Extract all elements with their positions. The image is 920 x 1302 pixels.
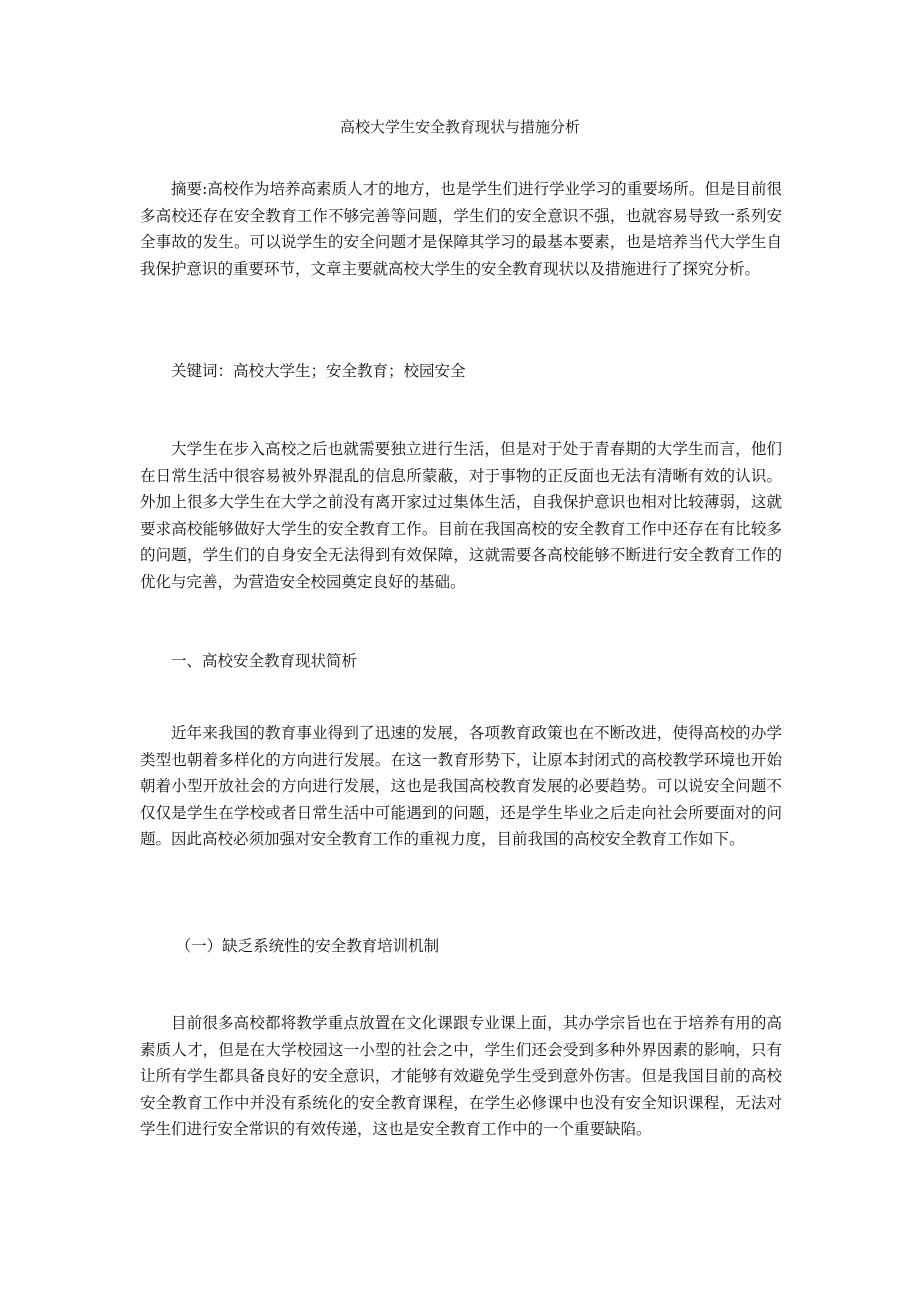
keywords-text: 高校大学生；安全教育；校园安全 — [233, 362, 466, 380]
intro-paragraph: 大学生在步入高校之后也就需要独立进行生活，但是对于处于青春期的大学生而言，他们在日常生活中很容易被外界混乱的信息所蒙蔽，对于事物的正反面也无法有清晰有效的认识。外加上很多大学生在大学之前没有离开家过过集体生活，自我保护意识也相对比较薄弱，这就要求高校能够做好大学生的安全教育工作。目前在我国高校的安全教育工作中还存在有比较多的问题，学生们的自身安全无法得到有效保障，这就需要各高校能够不断进行安全教育工作的优化与完善，为营造安全校园奠定良好的基础。 — [140, 440, 782, 591]
abstract-text: 高校作为培养高素质人才的地方，也是学生们进行学业学习的重要场所。但是目前很多高校还存在安全教育工作不够完善等问题，学生们的安全意识不强，也就容易导致一系列安全事故的发生。可以说学生的安全问题才是保障其学习的最基本要素，也是培养当代大学生自我保护意识的重要环节，文章主要就高校大学生的安全教育现状以及措施进行了探究分析。 — [140, 180, 782, 278]
keywords-paragraph — [140, 358, 782, 385]
keywords-label: 关键词： — [171, 362, 234, 380]
subsection-paragraph: 目前很多高校都将教学重点放置在文化课跟专业课上面，其办学宗旨也在于培养有用的高素质人才，但是在大学校园这一小型的社会之中，学生们还会受到多种外界因素的影响，只有让所有学生都具备良好的安全意识，才能够有效避免学生受到意外伤害。但是我国目前的高校安全教育工作中并没有系统化的安全教育课程，在学生必修课中也没有安全知识课程，无法对学生们进行安全常识的有效传递，这也是安全教育工作中的一个重要缺陷。 — [140, 1014, 782, 1138]
subsection-heading: （一）缺乏系统性的安全教育培训机制 — [175, 937, 440, 955]
section-heading: 一、高校安全教育现状简析 — [171, 652, 358, 670]
abstract-paragraph — [140, 176, 782, 282]
document-title: 高校大学生安全教育现状与措施分析 — [339, 118, 580, 136]
abstract-label: 摘要: — [171, 180, 208, 198]
section-paragraph: 近年来我国的教育事业得到了迅速的发展，各项教育政策也在不断改进，使得高校的办学类型也朝着多样化的方向进行发展。在这一教育形势下，让原本封闭式的高校教学环境也开始朝着小型开放社会的方向进行发展，这也是我国高校教育发展的必要趋势。可以说安全问题不仅仅是学生在学校或者日常生活中可能遇到的问题，还是学生毕业之后走向社会所要面对的问题。因此高校必须加强对安全教育工作的重视力度，目前我国的高校安全教育工作如下。 — [140, 724, 782, 848]
